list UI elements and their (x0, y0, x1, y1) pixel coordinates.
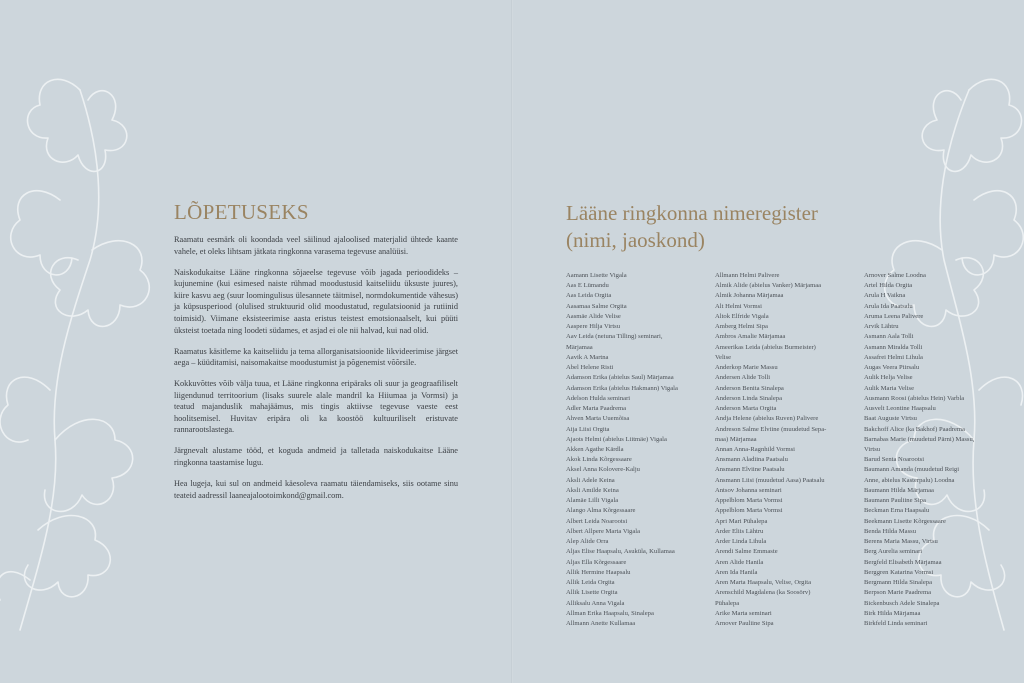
paragraph: Hea lugeja, kui sul on andmeid käesoleva raamatu täiendamiseks, siis ootame sinu teateid aadressil laaneajalootoimkond@gmail.com. (174, 479, 458, 500)
register-entry: Aasmäe Alide Velise (566, 312, 621, 320)
register-column-2 (715, 271, 826, 629)
register-entry: Berens Maria Massu, Virtsu (864, 538, 938, 546)
register-entry: Anderkop Marie Massu (715, 364, 778, 372)
paragraph: Kokkuvõttes võib välja tuua, et Lääne ringkonna eripäraks oli suur ja geograafiliselt liigendunud territoorium (lisaks suurele alale mandril ka Hiiumaa ja Vormsi) ja teatud majanduslik mahajäämus, mis tingis aktiivse tegevuse vaeste eest hoolitsemisel. Huvitav eripära oli ka koostöö kultuuriliselt eristuvate rannarootslastega. (174, 379, 458, 435)
register-entry: Velise (715, 353, 732, 361)
register-entry: Arnover Salme Loodna (864, 272, 926, 279)
register-entry: Allik Leida Orgita (566, 579, 615, 587)
register-entry: Pühalepa (715, 599, 740, 607)
register-entry: Augas Veera Piirsalu (864, 364, 920, 372)
paragraph: Raamatu eesmärk oli koondada veel säilinud ajaloolised materjalid ühtede kaante vahele, et oleks lihtsam jätkata ringkonna varasema tegevuse analüüsi. (174, 235, 458, 256)
register-entry: Alep Alide Orra (566, 538, 609, 546)
register-entry: Baumann Hilda Märjamaa (864, 486, 934, 494)
register-entry: Aas Leida Orgita (566, 292, 612, 300)
register-entry: Aren Ida Hanila (715, 568, 758, 576)
register-entry: Allman Erika Haapsalu, Sinalepa (566, 609, 654, 617)
register-entry: Birkfeld Linda seminari (864, 619, 928, 627)
register-entry: Aija Liisi Orgita (566, 425, 610, 433)
register-entry: Allmann Anette Kullamaa (566, 619, 636, 627)
register-entry: Birk Hilda Märjamaa (864, 609, 921, 617)
register-entry: Virtsu (864, 445, 881, 453)
register-entry: Baat Auguste Virtsu (864, 415, 917, 423)
register-entry: Berpson Marie Paadrema (864, 589, 932, 597)
register-entry: Benda Hilda Massu (864, 527, 917, 535)
register-entry: Abel Helene Risti (566, 364, 614, 372)
register-entry: Aulik Maria Velise (864, 384, 915, 392)
register-title (566, 200, 866, 254)
register-entry: Berg Aurelia seminari (864, 548, 923, 556)
register-entry: Aren Marta Haapsalu, Velise, Orgita (715, 579, 812, 587)
register-column-1 (566, 271, 678, 629)
register-entry: Allmann Helmi Palivere (715, 272, 780, 279)
register-entry: Almik Johanna Märjamaa (715, 292, 784, 300)
register-entry: Andreson Salme Elviine (muudetud Sepa- (715, 425, 827, 433)
register-entry: Aas E Lümandu (566, 282, 609, 290)
paragraph: Naiskodukaitse Lääne ringkonna sõjaeelse tegevuse võib jagada perioodideks – kujunemine (kui esimesed naiste rühmad moodustusid kaitseliidu üksuste juures), kiire kasvu aeg (suur loomingulisus ülesannete täitmisel, normdokumentide vähesus) ja küpsusperiood (olulised struktuurid olid moodustatud, regulatsioonid ja rutiinid toimisid). Viimane eksisteerimise aasta eristus teistest emotsionaalselt, kui püüti üksteist toetada ning loodeti südames, et asjad ei ole nii halvad, kui nad olid. (174, 267, 458, 335)
body-text (174, 234, 458, 511)
register-entry: Anderson Marta Orgita (715, 405, 777, 413)
register-column-3 (864, 271, 974, 629)
register-entry: Arder Eliis Lähtru (715, 527, 764, 535)
register-entry: Annan Anna-Ragnhild Vormsi (715, 445, 795, 453)
register-entry: Appelblom Marta Vormsi (715, 507, 783, 515)
register-entry: Beckman Erna Haapsalu (864, 507, 930, 515)
register-entry: Aruma Leena Palivere (864, 312, 924, 320)
register-entry: Altok Elfride Vigala (715, 312, 769, 320)
register-entry: Baumann Amanda (muudetud Reigi (864, 466, 960, 474)
register-entry: Ameerikas Leida (abielus Burmeister) (715, 343, 816, 351)
register-entry: Assafrei Helmi Lihula (864, 353, 923, 361)
register-entry: Aaspere Hilja Virtsu (566, 323, 621, 331)
register-entry: Appelblom Marta Vormsi (715, 497, 783, 505)
register-entry: Barnabas Marie (muudetud Pärni) Massu, (864, 435, 975, 443)
register-entry: Aljas Ella Kõrgessaare (566, 558, 627, 566)
register-entry: Baumann Pauliine Sipa (864, 497, 926, 505)
register-entry: Berggren Katarina Vormsi (864, 568, 934, 576)
register-title-line1: Lääne ringkonna nimeregister (566, 201, 818, 225)
register-entry: Aav Leida (neiuna Tilling) seminari, (566, 333, 663, 341)
register-entry: Ambros Amalie Märjamaa (715, 333, 786, 341)
register-entry: Ansmann Liisi (muudetud Aasa) Paatsalu (715, 476, 825, 484)
register-entry: Aksel Anna Kolovere-Kalju (566, 466, 640, 474)
paragraph: Raamatus käsitleme ka kaitseliidu ja tema allorganisatsioonide likvideerimise järgset aega – küüditamisi, naisomakaitse moodustumist ja põgenemist võõrsile. (174, 346, 458, 368)
register-entry: Märjamaa (566, 343, 593, 351)
register-entry: Aavik A Martna (566, 353, 609, 361)
register-entry: Allik Herminе Haapsalu (566, 568, 631, 576)
register-entry: Anne, abielus Kasterpalu) Loodna (864, 476, 955, 484)
register-entry: Albert Allpere Marta Vigala (566, 527, 641, 535)
register-entry: Alliksalu Anna Vigala (566, 599, 625, 607)
register-entry: Asmann Miralda Tolli (864, 343, 923, 351)
register-entry: Adler Marta Paadrema (566, 405, 627, 413)
register-entry: Asmann Aala Tolli (864, 333, 914, 341)
register-entry: Artel Hilda Orgita (864, 282, 913, 290)
register-entry: Bakchoff Alice (ka Bakhof) Paadrema (864, 425, 965, 433)
register-entry: Arvik Lähtru (864, 323, 899, 331)
register-entry: Bergmann Hilda Sinalepa (864, 579, 932, 587)
page-title: LÕPETUSEKS (174, 200, 309, 224)
register-entry: Adelson Hulda seminari (566, 394, 631, 402)
register-entry: Aamann Lisette Vigala (566, 272, 627, 279)
register-entry: Arenschild Magdalena (ka Soosörv) (715, 589, 811, 597)
register-entry: Aksli Adele Keina (566, 476, 615, 484)
register-entry: Bickenbusch Adele Sinalepa (864, 599, 940, 607)
register-entry: Ausmann Roosi (abielus Hein) Varbla (864, 394, 965, 402)
register-entry: Anderson Linda Sinalepa (715, 394, 783, 402)
register-entry: Arnover Pauliine Sipa (715, 619, 774, 627)
register-entry: Akken Agathe Kärdla (566, 445, 624, 453)
register-entry: Aulik Helja Velise (864, 374, 913, 382)
paragraph: Järgnevalt alustame tööd, et koguda andmeid ja talletada naiskodukaitse Lääne ringkonna taastamise lugu. (174, 446, 458, 468)
register-entry: Alamäe Lilli Vigala (566, 497, 619, 505)
register-entry: Alt Helmi Vormsi (715, 302, 763, 310)
register-entry: Barud Senta Noarootsi (864, 456, 925, 464)
register-entry: Apri Mari Pühalepa (715, 517, 768, 525)
register-title-line2: (nimi, jaoskond) (566, 228, 705, 252)
register-entry: Almik Alide (abielus Vanker) Märjamaa (715, 282, 822, 290)
register-entry: Aasamaa Salme Orgita (566, 302, 627, 310)
register-entry: Bergfeld Elisabeth Märjamaa (864, 558, 942, 566)
register-entry: maa) Märjamaa (715, 435, 757, 443)
register-entry: Ansmann Aladiina Paatsalu (715, 456, 788, 464)
register-entry: Ajaots Helmi (abielus Liitmäe) Vigala (566, 435, 667, 443)
register-entry: Arder Linda Lihula (715, 538, 767, 546)
register-entry: Andersen Alide Tolli (715, 374, 771, 382)
register-entry: Akok Linda Kõrgessaare (566, 456, 632, 464)
register-entry: Amberg Helmi Sipa (715, 323, 768, 331)
register-entry: Arike Marta seminari (715, 609, 772, 617)
register-entry: Alango Alma Kõrgessaare (566, 507, 636, 515)
register-entry: Antsov Johanna seminari (715, 486, 782, 494)
register-entry: Aksli Amilde Keina (566, 486, 619, 494)
register-entry: Arula H Vaikna (864, 292, 906, 300)
register-entry: Andja Helene (abielus Ruven) Palivere (715, 415, 819, 423)
register-entry: Arendi Salme Emmaste (715, 548, 778, 556)
register-entry: Adamson Erika (abielus Hakmann) Vigala (566, 384, 678, 392)
register-entry: Ausvelt Leontine Haapsalu (864, 405, 936, 413)
register-entry: Allik Lisette Orgita (566, 589, 618, 597)
register-entry: Arula Ida Paatsalu (864, 302, 913, 310)
register-entry: Adamson Erika (abielus Saul) Märjamaa (566, 374, 674, 382)
register-entry: Albert Leida Noarootsi (566, 517, 628, 525)
register-entry: Aren Alide Hanila (715, 558, 764, 566)
register-entry: Aljas Elise Haapsalu, Asukülа, Kullamaa (566, 548, 675, 556)
register-entry: Ahven Marta Uuemõisa (566, 415, 630, 423)
register-entry: Ansmann Elviine Paatsalu (715, 466, 785, 474)
register-entry: Anderson Benita Sinalepa (715, 384, 784, 392)
register-entry: Beekmann Lisette Kõrgessaare (864, 517, 946, 525)
oak-leaf-ornament-left (0, 60, 160, 640)
